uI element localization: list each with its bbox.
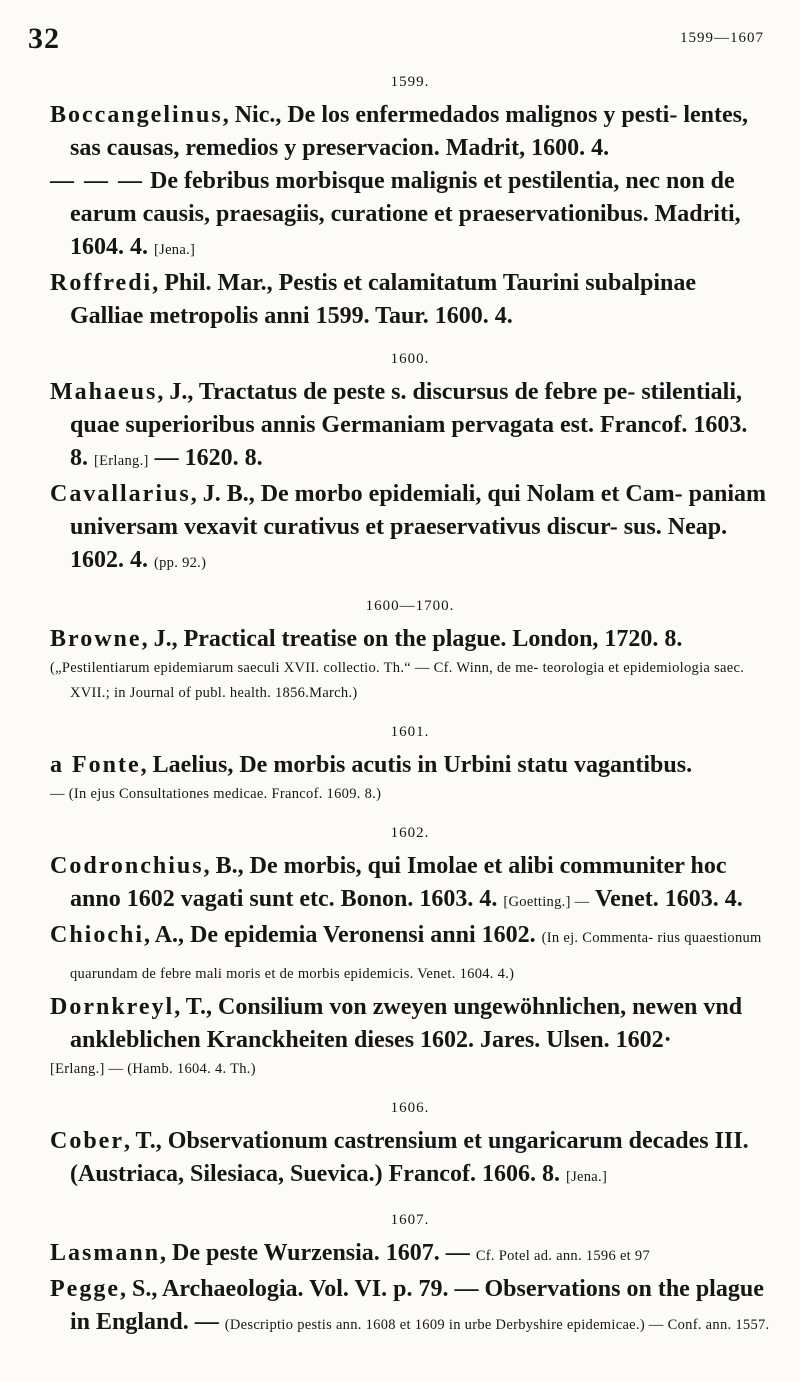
entry-title: , J. B., De morbo epidemiali, qui Nolam et Cam- paniam universam vexavit curativus et praeservativus discur- sus. Neap. 1602. 4. <box>70 481 767 573</box>
bibliography-entry <box>50 99 770 165</box>
entry-author: Pegge <box>50 1276 120 1302</box>
bibliography-entry <box>50 850 770 919</box>
year-heading: 1600. <box>390 351 430 367</box>
entry-note: — (In ejus Consultationes medicae. Francof. 1609. 8.) <box>50 786 382 802</box>
year-heading: 1606. <box>390 1100 430 1116</box>
entry-title: , S., Archaeologia. Vol. VI. p. 79. — Observations on the plague in England. — <box>70 1276 764 1335</box>
entry-author: Cober <box>50 1128 124 1154</box>
entry-author: a Fonte <box>50 752 141 778</box>
entry-author: Chiochi <box>50 922 145 948</box>
bibliography-entry <box>50 991 770 1082</box>
entry-edition: Venet. 1603. 4. <box>589 886 743 912</box>
entry-title: , Phil. Mar., Pestis et calamitatum Taurini subalpinae Galliae metropolis anni 1599. Taur. 1600. 4. <box>70 270 697 329</box>
entry-title: , T., Observationum castrensium et ungaricarum decades III. (Austriaca, Silesiaca, Suevica.) Francof. 1606. 8. <box>70 1128 749 1187</box>
bibliography-entry <box>50 623 770 706</box>
bibliography-entry <box>50 267 770 333</box>
year-heading: 1607. <box>390 1212 430 1228</box>
bibliography-content <box>50 60 770 1342</box>
bibliography-entry <box>50 1273 770 1342</box>
bibliography-entry <box>50 478 770 580</box>
entry-author: Roffredi <box>50 270 153 296</box>
entry-title: , J., Practical treatise on the plague. London, 1720. 8. <box>141 626 683 652</box>
entry-author: Browne <box>50 626 142 652</box>
entry-author: Lasmann <box>50 1240 161 1266</box>
entry-library-note: [Goetting.] — <box>503 894 590 910</box>
entry-title: , T., Consilium von zweyen ungewöhnlichen, newen vnd ankleblichen Kranckheiten dieses 1602. Jares. Ulsen. 1602· <box>70 994 743 1053</box>
entry-note: [Erlang.] — (Hamb. 1604. 4. Th.) <box>50 1061 256 1077</box>
entry-author: — — — <box>50 168 144 194</box>
entry-author: Codronchius <box>50 853 204 879</box>
bibliography-entry <box>50 376 770 478</box>
entry-author: Dornkreyl <box>50 994 175 1020</box>
entry-library-note: (In ej. Commenta- rius quaestionum quarundam de febre mali moris et de morbis epidemicis. Venet. 1604. 4.) <box>70 930 762 982</box>
entry-library-note: [Jena.] <box>154 242 196 258</box>
entry-title: , B., De morbis, qui Imolae et alibi communiter hoc anno 1602 vagati sunt etc. Bonon. 1603. 4. <box>70 853 727 912</box>
entry-title: De febribus morbisque malignis et pestilentia, nec non de earum causis, praesagiis, curatione et praeservationibus. Madriti, 1604. 4. <box>70 168 741 260</box>
entry-author: Boccangelinus <box>50 102 223 128</box>
entry-library-note: (Descriptio pestis ann. 1608 et 1609 in urbe Derbyshire epidemicae.) — Conf. ann. 1557. <box>224 1317 770 1333</box>
running-head: 1599—1607 <box>680 30 764 46</box>
bibliography-entry <box>50 1125 770 1194</box>
entry-edition: — 1620. 8. <box>148 445 263 471</box>
year-heading: 1599. <box>390 74 430 90</box>
entry-note: („Pestilentiarum epidemiarum saeculi XVII. collectio. Th.“ — Cf. Winn, de me- teorologia et epidemiologia saec. XVII.; in Journal of publ. health. 1856.March.) <box>50 660 745 701</box>
entry-library-note: (pp. 92.) <box>154 555 207 571</box>
entry-title: , J., Tractatus de peste s. discursus de febre pe- stilentiali, quae superioribus annis Germaniam pervagata est. Francof. 1603. 8. <box>70 379 748 471</box>
bibliography-entry <box>50 919 770 991</box>
year-heading: 1601. <box>390 724 430 740</box>
entry-title: , Nic., De los enfermedados malignos y pesti- lentes, sas causas, remedios y preservacion. Madrit, 1600. 4. <box>70 102 748 161</box>
entry-library-note: [Jena.] <box>565 1169 608 1185</box>
entry-title: , A., De epidemia Veronensi anni 1602. <box>144 922 542 948</box>
entry-author: Mahaeus <box>50 379 158 405</box>
entry-library-note: [Erlang.] <box>94 453 149 469</box>
entry-title: , De peste Wurzensia. 1607. — <box>160 1240 476 1266</box>
bibliography-entry <box>50 1237 770 1273</box>
year-heading: 1600—1700. <box>365 598 455 614</box>
entry-library-note: Cf. Potel ad. ann. 1596 et 97 <box>475 1248 651 1264</box>
bibliography-entry <box>50 165 770 267</box>
year-heading: 1602. <box>390 825 430 841</box>
entry-author: Cavallarius <box>50 481 191 507</box>
entry-title: , Laelius, De morbis acutis in Urbini statu vagantibus. <box>140 752 693 778</box>
bibliography-entry <box>50 749 770 807</box>
page-number: 32 <box>28 22 60 55</box>
